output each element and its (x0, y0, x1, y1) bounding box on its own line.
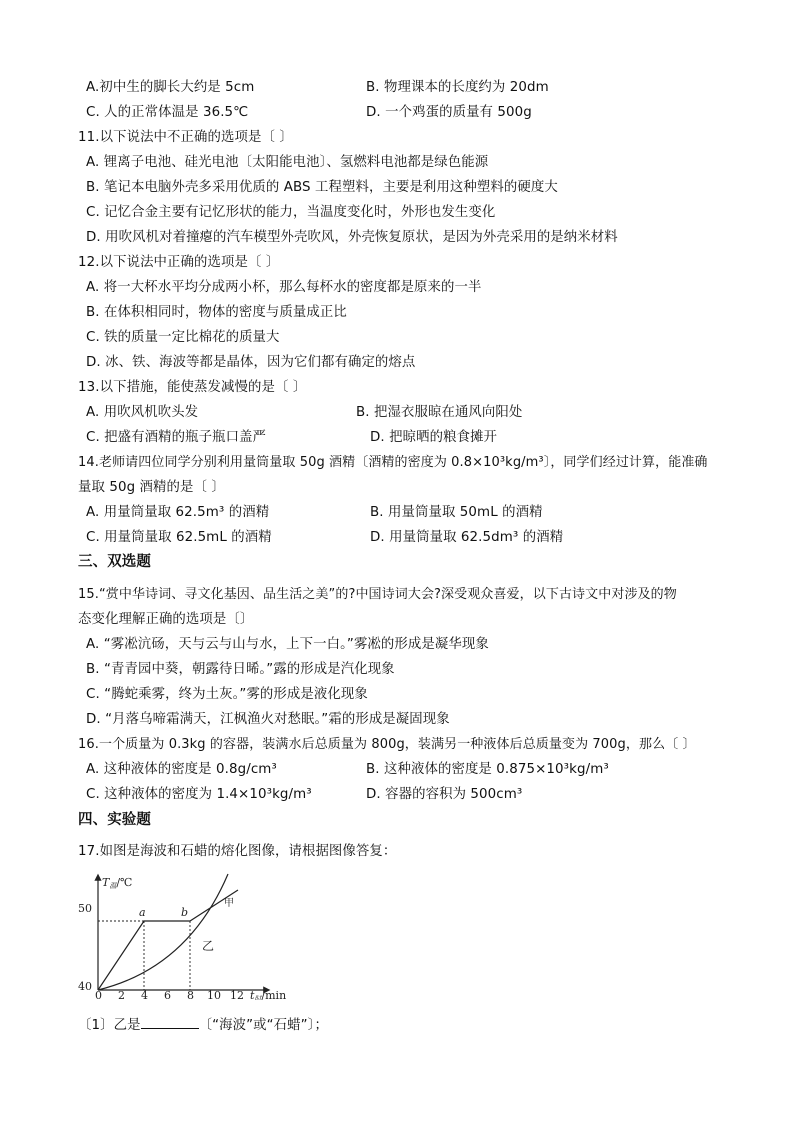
section-heading-double-choice: 三、双选题 (78, 554, 151, 570)
y-tick-40: 40 (78, 980, 92, 993)
q11-stem: 11.以下说法中不正确的选项是〔 〕 (78, 130, 293, 145)
q14-option-b: B. 用量筒量取 50mL 的酒精 (370, 505, 543, 520)
q12-option-b: B. 在体积相同时，物体的密度与质量成正比 (86, 305, 347, 320)
q10-option-d: D. 一个鸡蛋的质量有 500g (366, 105, 532, 120)
curve-yi-label: 乙 (202, 939, 215, 953)
q14-stem-line2: 量取 50g 酒精的是〔 〕 (78, 480, 225, 495)
q15-option-c: C. “腾蛇乘雾，终为土灰。”雾的形成是液化现象 (86, 687, 368, 702)
q13-stem: 13.以下措施，能使蒸发减慢的是〔 〕 (78, 380, 307, 395)
q12-option-a: A. 将一大杯水平均分成两小杯，那么每杯水的密度都是原来的一半 (86, 280, 482, 295)
q11-option-c: C. 记忆合金主要有记忆形状的能力，当温度变化时，外形也发生变化 (86, 205, 496, 220)
q17-sub1 (78, 1015, 328, 1035)
q10-option-b: B. 物理课本的长度约为 20dm (366, 80, 549, 95)
melting-graph-figure (78, 868, 298, 1004)
q16-option-c: C. 这种液体的密度为 1.4×10³kg/m³ (86, 787, 312, 802)
y-axis-label: T温/℃ (102, 876, 133, 890)
q15-option-b: B. “青青园中葵，朝露待日晞。”露的形成是汽化现象 (86, 662, 395, 677)
q15-stem-line1: 15.“赏中华诗词、寻文化基因、品生活之美”的?中国诗词大会?深受观众喜爱，以下古诗文中对涉及的物 (78, 587, 677, 602)
melting-graph (78, 868, 298, 1000)
q14-option-d: D. 用量筒量取 62.5dm³ 的酒精 (370, 530, 564, 545)
q16-option-b: B. 这种液体的密度是 0.875×10³kg/m³ (366, 762, 609, 777)
q10-option-c: C. 人的正常体温是 36.5℃ (86, 105, 249, 120)
q17-sub1-prefix: 〔1〕乙是 (78, 1018, 141, 1033)
q11-option-a: A. 锂离子电池、硅光电池〔太阳能电池〕、氢燃料电池都是绿色能源 (86, 155, 489, 170)
answer-blank[interactable] (141, 1015, 199, 1029)
x-tick-12: 12 (230, 989, 244, 1000)
q11-option-b: B. 笔记本电脑外壳多采用优质的 ABS 工程塑料，主要是利用这种塑料的硬度大 (86, 180, 558, 195)
curve-jia-label: 甲 (224, 898, 234, 909)
x-tick-2: 2 (118, 989, 125, 1000)
point-a-label: a (139, 906, 146, 919)
point-b-label: b (181, 906, 189, 919)
q16-option-d: D. 容器的容积为 500cm³ (366, 787, 523, 802)
q17-stem: 17.如图是海波和石蜡的熔化图像，请根据图像答复： (78, 844, 397, 859)
x-axis-label: t时/min (250, 989, 287, 1000)
x-tick-0: 0 (95, 989, 102, 1000)
q16-option-a: A. 这种液体的密度是 0.8g/cm³ (86, 762, 277, 777)
curve-jia (98, 890, 238, 990)
q14-option-c: C. 用量筒量取 62.5mL 的酒精 (86, 530, 272, 545)
q13-option-c: C. 把盛有酒精的瓶子瓶口盖严 (86, 430, 267, 445)
q12-option-c: C. 铁的质量一定比棉花的质量大 (86, 330, 280, 345)
q14-stem-line1: 14.老师请四位同学分别利用量筒量取 50g 酒精〔酒精的密度为 0.8×10³kg/m³〕，同学们经过计算，能准确 (78, 455, 708, 470)
x-tick-4: 4 (141, 989, 148, 1000)
q10-option-a: A.初中生的脚长大约是 5cm (86, 80, 255, 95)
q13-option-d: D. 把晾晒的粮食摊开 (370, 430, 498, 445)
q17-sub1-suffix: 〔“海波”或“石蜡”〕； (198, 1018, 328, 1033)
q13-option-a: A. 用吹风机吹头发 (86, 405, 199, 420)
curve-yi (98, 874, 228, 990)
q12-stem: 12.以下说法中正确的选项是〔 〕 (78, 255, 280, 270)
section-heading-experiment: 四、实验题 (78, 812, 151, 828)
q16-stem: 16.一个质量为 0.3kg 的容器，装满水后总质量为 800g，装满另一种液体后总质量变为 700g，那么〔 〕 (78, 737, 696, 752)
q15-stem-line2: 态变化理解正确的选项是〔〕 (78, 612, 254, 627)
q13-option-b: B. 把湿衣服晾在通风向阳处 (356, 405, 523, 420)
x-tick-8: 8 (187, 989, 194, 1000)
y-tick-50: 50 (78, 902, 92, 915)
x-tick-10: 10 (207, 989, 221, 1000)
q15-option-d: D. “月落乌啼霜满天，江枫渔火对愁眠。”霜的形成是凝固现象 (86, 712, 450, 727)
q15-option-a: A. “雾凇沆砀，天与云与山与水，上下一白。”雾凇的形成是凝华现象 (86, 637, 489, 652)
q12-option-d: D. 冰、铁、海波等都是晶体，因为它们都有确定的熔点 (86, 355, 416, 370)
q14-option-a: A. 用量筒量取 62.5m³ 的酒精 (86, 505, 270, 520)
x-tick-6: 6 (164, 989, 171, 1000)
q11-option-d: D. 用吹风机对着撞瘪的汽车模型外壳吹风，外壳恢复原状，是因为外壳采用的是纳米材料 (86, 230, 618, 245)
